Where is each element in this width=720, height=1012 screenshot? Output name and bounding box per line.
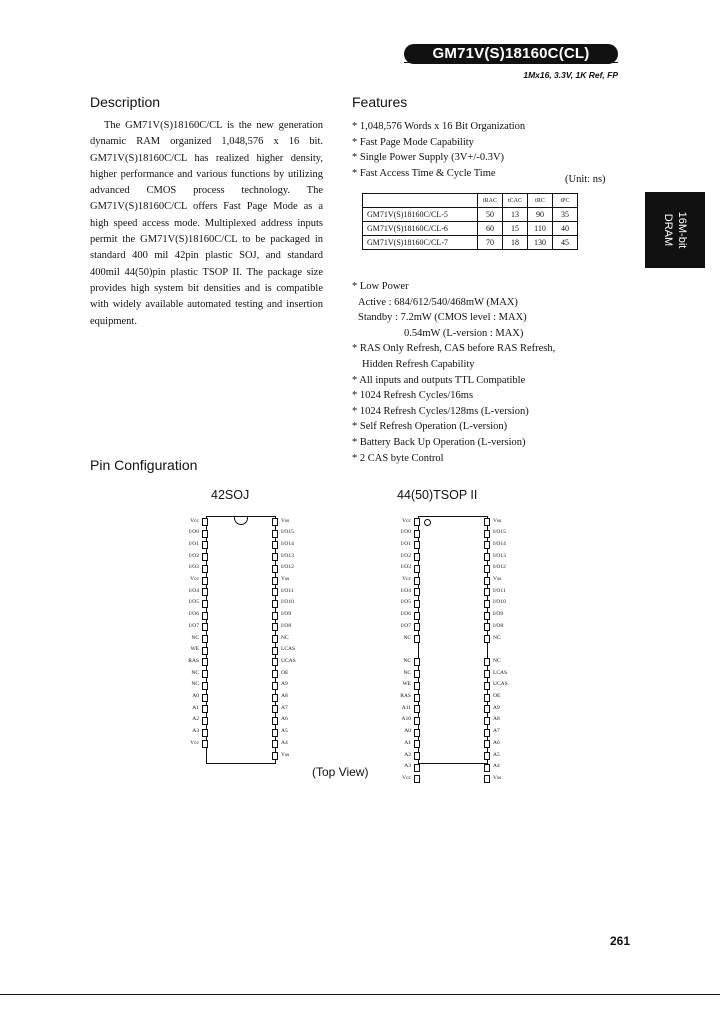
top-view-label: (Top View) xyxy=(312,765,369,779)
feature-item: * RAS Only Refresh, CAS before RAS Refresh, xyxy=(352,343,556,355)
pin-marker xyxy=(272,635,278,643)
pin-label: Vss xyxy=(281,751,290,758)
side-tab-line1: 16M-bit xyxy=(676,211,688,249)
pin-label: RAS xyxy=(400,693,411,699)
pin-label: I/O3 xyxy=(188,564,199,571)
table-cell: 45 xyxy=(553,236,578,250)
pin-label: A0 xyxy=(192,693,199,699)
pin-marker xyxy=(484,565,490,573)
pin-label: LCAS xyxy=(493,669,508,676)
pin-marker xyxy=(484,612,490,620)
pin-marker xyxy=(202,682,208,690)
pin-label: A7 xyxy=(493,728,500,735)
tsop-package-title: 44(50)TSOP II xyxy=(397,488,478,502)
pin-label: I/O14 xyxy=(493,540,506,547)
pin-label: NC xyxy=(493,657,501,664)
pin-marker xyxy=(272,729,278,737)
pin-label: UCAS xyxy=(281,657,296,664)
pin-marker xyxy=(202,729,208,737)
timing-table xyxy=(362,193,578,250)
pin-marker xyxy=(484,752,490,760)
pin-marker xyxy=(484,729,490,737)
table-cell: 90 xyxy=(528,208,553,222)
pin-marker xyxy=(484,635,490,643)
pin-marker xyxy=(484,553,490,561)
pin-marker xyxy=(272,658,278,666)
soj-chip-body xyxy=(206,516,276,764)
pin-label: WE xyxy=(190,646,199,653)
table-cell: 110 xyxy=(528,222,553,236)
features-list-a xyxy=(352,119,525,181)
pin-marker xyxy=(202,647,208,655)
pin-label: I/O8 xyxy=(281,622,292,629)
pin-marker xyxy=(414,600,420,608)
pin-marker xyxy=(414,577,420,585)
pin-label: A4 xyxy=(493,763,500,770)
pin-label: I/O12 xyxy=(281,564,294,571)
pin-label: I/O8 xyxy=(493,622,504,629)
pin-label: I/O9 xyxy=(493,611,504,618)
pin-label: I/O0 xyxy=(400,529,411,536)
pin-label: I/O15 xyxy=(281,529,294,536)
pin-label: I/O14 xyxy=(281,540,294,547)
pin-marker xyxy=(202,717,208,725)
pin-marker xyxy=(202,588,208,596)
pin-label: I/O1 xyxy=(400,540,411,547)
pin-label: Vcc xyxy=(402,576,411,582)
table-cell: 15 xyxy=(503,222,528,236)
pin-label: A1 xyxy=(192,704,199,711)
pin-label: I/O0 xyxy=(188,529,199,536)
feature-item: Hidden Refresh Capability xyxy=(362,358,475,370)
table-cell: GM71V(S)18160C/CL-7 xyxy=(363,236,478,250)
section-side-tab xyxy=(645,192,705,268)
pin-label: I/O5 xyxy=(400,599,411,606)
pin-marker xyxy=(272,530,278,538)
pin-label: A10 xyxy=(401,716,411,723)
feature-item: * Low Power xyxy=(352,281,409,292)
pin-label: I/O7 xyxy=(188,622,199,629)
table-cell: 35 xyxy=(553,208,578,222)
pin-label: A8 xyxy=(281,693,288,699)
pin-label: Vss xyxy=(281,576,290,582)
pin-marker xyxy=(414,670,420,678)
unit-label: (Unit: ns) xyxy=(565,174,606,185)
pin-marker xyxy=(484,682,490,690)
pin-label: UCAS xyxy=(493,681,508,688)
pin-marker xyxy=(414,588,420,596)
pin-marker xyxy=(272,588,278,596)
pin-label: A9 xyxy=(493,704,500,711)
description-body xyxy=(90,118,323,330)
pin-label: I/O6 xyxy=(400,611,411,618)
pin-label: WE xyxy=(402,681,411,688)
pin-marker xyxy=(414,740,420,748)
pin-marker xyxy=(202,553,208,561)
pin-marker xyxy=(484,764,490,772)
pin-label: I/O13 xyxy=(281,552,294,559)
pin-label: NC xyxy=(191,634,199,641)
pin-marker xyxy=(272,682,278,690)
pin-label: I/O10 xyxy=(281,599,294,606)
pin-marker xyxy=(272,740,278,748)
table-cell: 60 xyxy=(478,222,503,236)
feature-item: Active : 684/612/540/468mW (MAX) xyxy=(358,296,518,308)
tsop-chip-body xyxy=(418,516,488,764)
pin-label: Vss xyxy=(493,774,502,781)
pin-label: I/O5 xyxy=(188,599,199,606)
feature-item: * 1024 Refresh Cycles/128ms (L-version) xyxy=(352,405,529,417)
pin-label: A0 xyxy=(404,728,411,735)
pin-marker xyxy=(484,775,490,783)
pin-label: A2 xyxy=(404,751,411,758)
pin-label: NC xyxy=(403,657,411,664)
pin-marker xyxy=(414,635,420,643)
pin-marker xyxy=(414,764,420,772)
pin-label: A8 xyxy=(493,716,500,723)
pin-marker xyxy=(484,740,490,748)
pin-label: I/O7 xyxy=(400,622,411,629)
pin-marker xyxy=(414,541,420,549)
pin-marker xyxy=(272,694,278,702)
pin-marker xyxy=(414,705,420,713)
description-title: Description xyxy=(90,94,161,110)
feature-item: * Fast Page Mode Capability xyxy=(352,136,474,148)
pin-label: A6 xyxy=(281,716,288,723)
pin-marker xyxy=(414,565,420,573)
side-tab-line2: DRAM xyxy=(662,213,674,247)
pin-label: I/O11 xyxy=(493,587,506,594)
pin-marker xyxy=(202,530,208,538)
pin-label: I/O6 xyxy=(188,611,199,618)
feature-item: * 2 CAS byte Control xyxy=(352,452,444,464)
pin-marker xyxy=(484,670,490,678)
pin-marker xyxy=(414,612,420,620)
features-title: Features xyxy=(352,94,408,110)
pin-marker xyxy=(484,623,490,631)
pin-label: A1 xyxy=(404,739,411,746)
header-rule xyxy=(404,62,618,63)
soj-package-title: 42SOJ xyxy=(211,488,250,502)
pin-marker xyxy=(202,623,208,631)
pin-marker xyxy=(484,717,490,725)
feature-item: * 1024 Refresh Cycles/16ms xyxy=(352,390,474,402)
pin-label: NC xyxy=(403,634,411,641)
pin-label: I/O15 xyxy=(493,529,506,536)
pin-label: A4 xyxy=(281,739,288,746)
pin-marker xyxy=(202,577,208,585)
pin-marker xyxy=(272,600,278,608)
pin-config-title: Pin Configuration xyxy=(90,457,198,473)
table-cell: 13 xyxy=(503,208,528,222)
pin-label: I/O4 xyxy=(400,587,411,594)
pin-marker xyxy=(202,565,208,573)
pin-marker xyxy=(484,530,490,538)
pin-marker xyxy=(272,541,278,549)
pin-label: NC xyxy=(191,681,199,688)
table-row xyxy=(363,222,578,236)
pin-label: OE xyxy=(281,669,289,676)
pin-marker xyxy=(202,740,208,748)
pin-marker xyxy=(202,694,208,702)
pin-marker xyxy=(484,518,490,526)
pin-label: I/O10 xyxy=(493,599,506,606)
table-cell: 70 xyxy=(478,236,503,250)
pin-label: I/O2 xyxy=(400,552,411,559)
pin-marker xyxy=(202,635,208,643)
tsop-pin1-marker xyxy=(424,519,431,526)
pin-marker xyxy=(202,541,208,549)
pin-marker xyxy=(272,670,278,678)
table-header-cell: tRAC xyxy=(478,194,503,208)
pin-marker xyxy=(414,623,420,631)
pin-marker xyxy=(272,553,278,561)
footer-rule xyxy=(0,994,720,995)
pin-label: I/O11 xyxy=(281,587,294,594)
feature-item: * Single Power Supply (3V+/-0.3V) xyxy=(352,152,505,164)
table-header-cell xyxy=(363,194,478,208)
pin-label: RAS xyxy=(188,657,199,664)
pin-label: I/O9 xyxy=(281,611,292,618)
pin-label: NC xyxy=(493,634,501,641)
pin-label: Vcc xyxy=(402,774,411,781)
pin-marker xyxy=(272,647,278,655)
pin-label: A2 xyxy=(192,716,199,723)
pin-label: A11 xyxy=(401,704,411,711)
feature-item: * Fast Access Time & Cycle Time xyxy=(352,167,496,179)
table-row xyxy=(363,208,578,222)
pin-marker xyxy=(414,658,420,666)
pin-marker xyxy=(202,600,208,608)
pin-marker xyxy=(202,518,208,526)
pin-marker xyxy=(272,518,278,526)
pin-label: I/O4 xyxy=(188,587,199,594)
table-header-cell: tRC xyxy=(528,194,553,208)
pin-label: OE xyxy=(493,693,501,699)
pin-label: A7 xyxy=(281,704,288,711)
pin-marker xyxy=(272,623,278,631)
pin-marker xyxy=(202,658,208,666)
part-subtitle: 1Mx16, 3.3V, 1K Ref, FP xyxy=(523,70,618,80)
pin-marker xyxy=(414,682,420,690)
pin-label: A9 xyxy=(281,681,288,688)
table-cell: 130 xyxy=(528,236,553,250)
pin-label: NC xyxy=(281,634,289,641)
pin-marker xyxy=(202,670,208,678)
pin-label: A5 xyxy=(493,751,500,758)
table-cell: GM71V(S)18160C/CL-5 xyxy=(363,208,478,222)
pin-marker xyxy=(272,705,278,713)
pin-marker xyxy=(414,729,420,737)
feature-item: Standby : 7.2mW (CMOS level : MAX) xyxy=(358,312,527,324)
pin-marker xyxy=(484,577,490,585)
pin-marker xyxy=(272,565,278,573)
pin-label: Vcc xyxy=(402,517,411,524)
feature-item: * Battery Back Up Operation (L-version) xyxy=(352,436,526,448)
table-cell: 18 xyxy=(503,236,528,250)
pin-label: A6 xyxy=(493,739,500,746)
pin-marker xyxy=(414,553,420,561)
pin-label: A3 xyxy=(404,763,411,770)
pin-label: I/O3 xyxy=(400,564,411,571)
feature-item: * Self Refresh Operation (L-version) xyxy=(352,421,508,433)
table-header-cell: tCAC xyxy=(503,194,528,208)
part-number-banner: GM71V(S)18160C(CL) xyxy=(404,44,618,64)
pin-marker xyxy=(484,705,490,713)
pin-marker xyxy=(414,775,420,783)
pin-marker xyxy=(484,694,490,702)
pin-label: NC xyxy=(191,669,199,676)
pin-label: LCAS xyxy=(281,646,296,653)
pin-label: Vcc xyxy=(190,576,199,582)
table-cell: 50 xyxy=(478,208,503,222)
pin-label: A5 xyxy=(281,728,288,735)
pin-label: A3 xyxy=(192,728,199,735)
pin-marker xyxy=(414,530,420,538)
table-cell: 40 xyxy=(553,222,578,236)
pin-marker xyxy=(484,600,490,608)
pin-marker xyxy=(484,658,490,666)
pin-marker xyxy=(484,588,490,596)
table-header-cell: tPC xyxy=(553,194,578,208)
pin-marker xyxy=(202,705,208,713)
pin-marker xyxy=(414,752,420,760)
pin-label: I/O2 xyxy=(188,552,199,559)
description-text: The GM71V(S)18160C/CL is the new generation dynamic RAM organized 1,048,576 x 16 bit. GM71V(S)18160C/CL has realized higher density, higher performance and various functions by utilizing advanced CMOS process technology. The GM71V(S)18160C/CL offers Fast Page Mode as a high speed access mode. Multiplexed address inputs permit the GM71V(S)18160C/CL to be packaged in standard 400 mil 42pin plastic SOJ, and standard 400mil 44(50)pin plastic TSOP II. The package size provides high system bit densities and is compatible with widely available automated testing and insertion equipment. xyxy=(90,120,323,327)
page-number: 261 xyxy=(609,934,630,948)
pin-marker xyxy=(414,694,420,702)
pin-label: Vcc xyxy=(190,739,199,746)
pin-label: NC xyxy=(403,669,411,676)
feature-item: * 1,048,576 Words x 16 Bit Organization xyxy=(352,121,526,132)
pin-label: Vss xyxy=(493,517,502,524)
pin-marker xyxy=(272,717,278,725)
pin-marker xyxy=(272,612,278,620)
pin-label: I/O13 xyxy=(493,552,506,559)
pin-label: Vss xyxy=(493,576,502,582)
pin-marker xyxy=(272,752,278,760)
feature-item: 0.54mW (L-version : MAX) xyxy=(404,327,524,339)
table-cell: GM71V(S)18160C/CL-6 xyxy=(363,222,478,236)
features-list-b xyxy=(352,279,555,466)
pin-label: I/O12 xyxy=(493,564,506,571)
feature-item: * All inputs and outputs TTL Compatible xyxy=(352,374,526,386)
pin-marker xyxy=(202,612,208,620)
pin-label: I/O1 xyxy=(188,540,199,547)
table-row xyxy=(363,236,578,250)
pin-marker xyxy=(414,717,420,725)
pin-marker xyxy=(272,577,278,585)
pin-label: Vcc xyxy=(190,517,199,524)
pin-marker xyxy=(414,518,420,526)
pin-marker xyxy=(484,541,490,549)
pin-label: Vss xyxy=(281,517,290,524)
